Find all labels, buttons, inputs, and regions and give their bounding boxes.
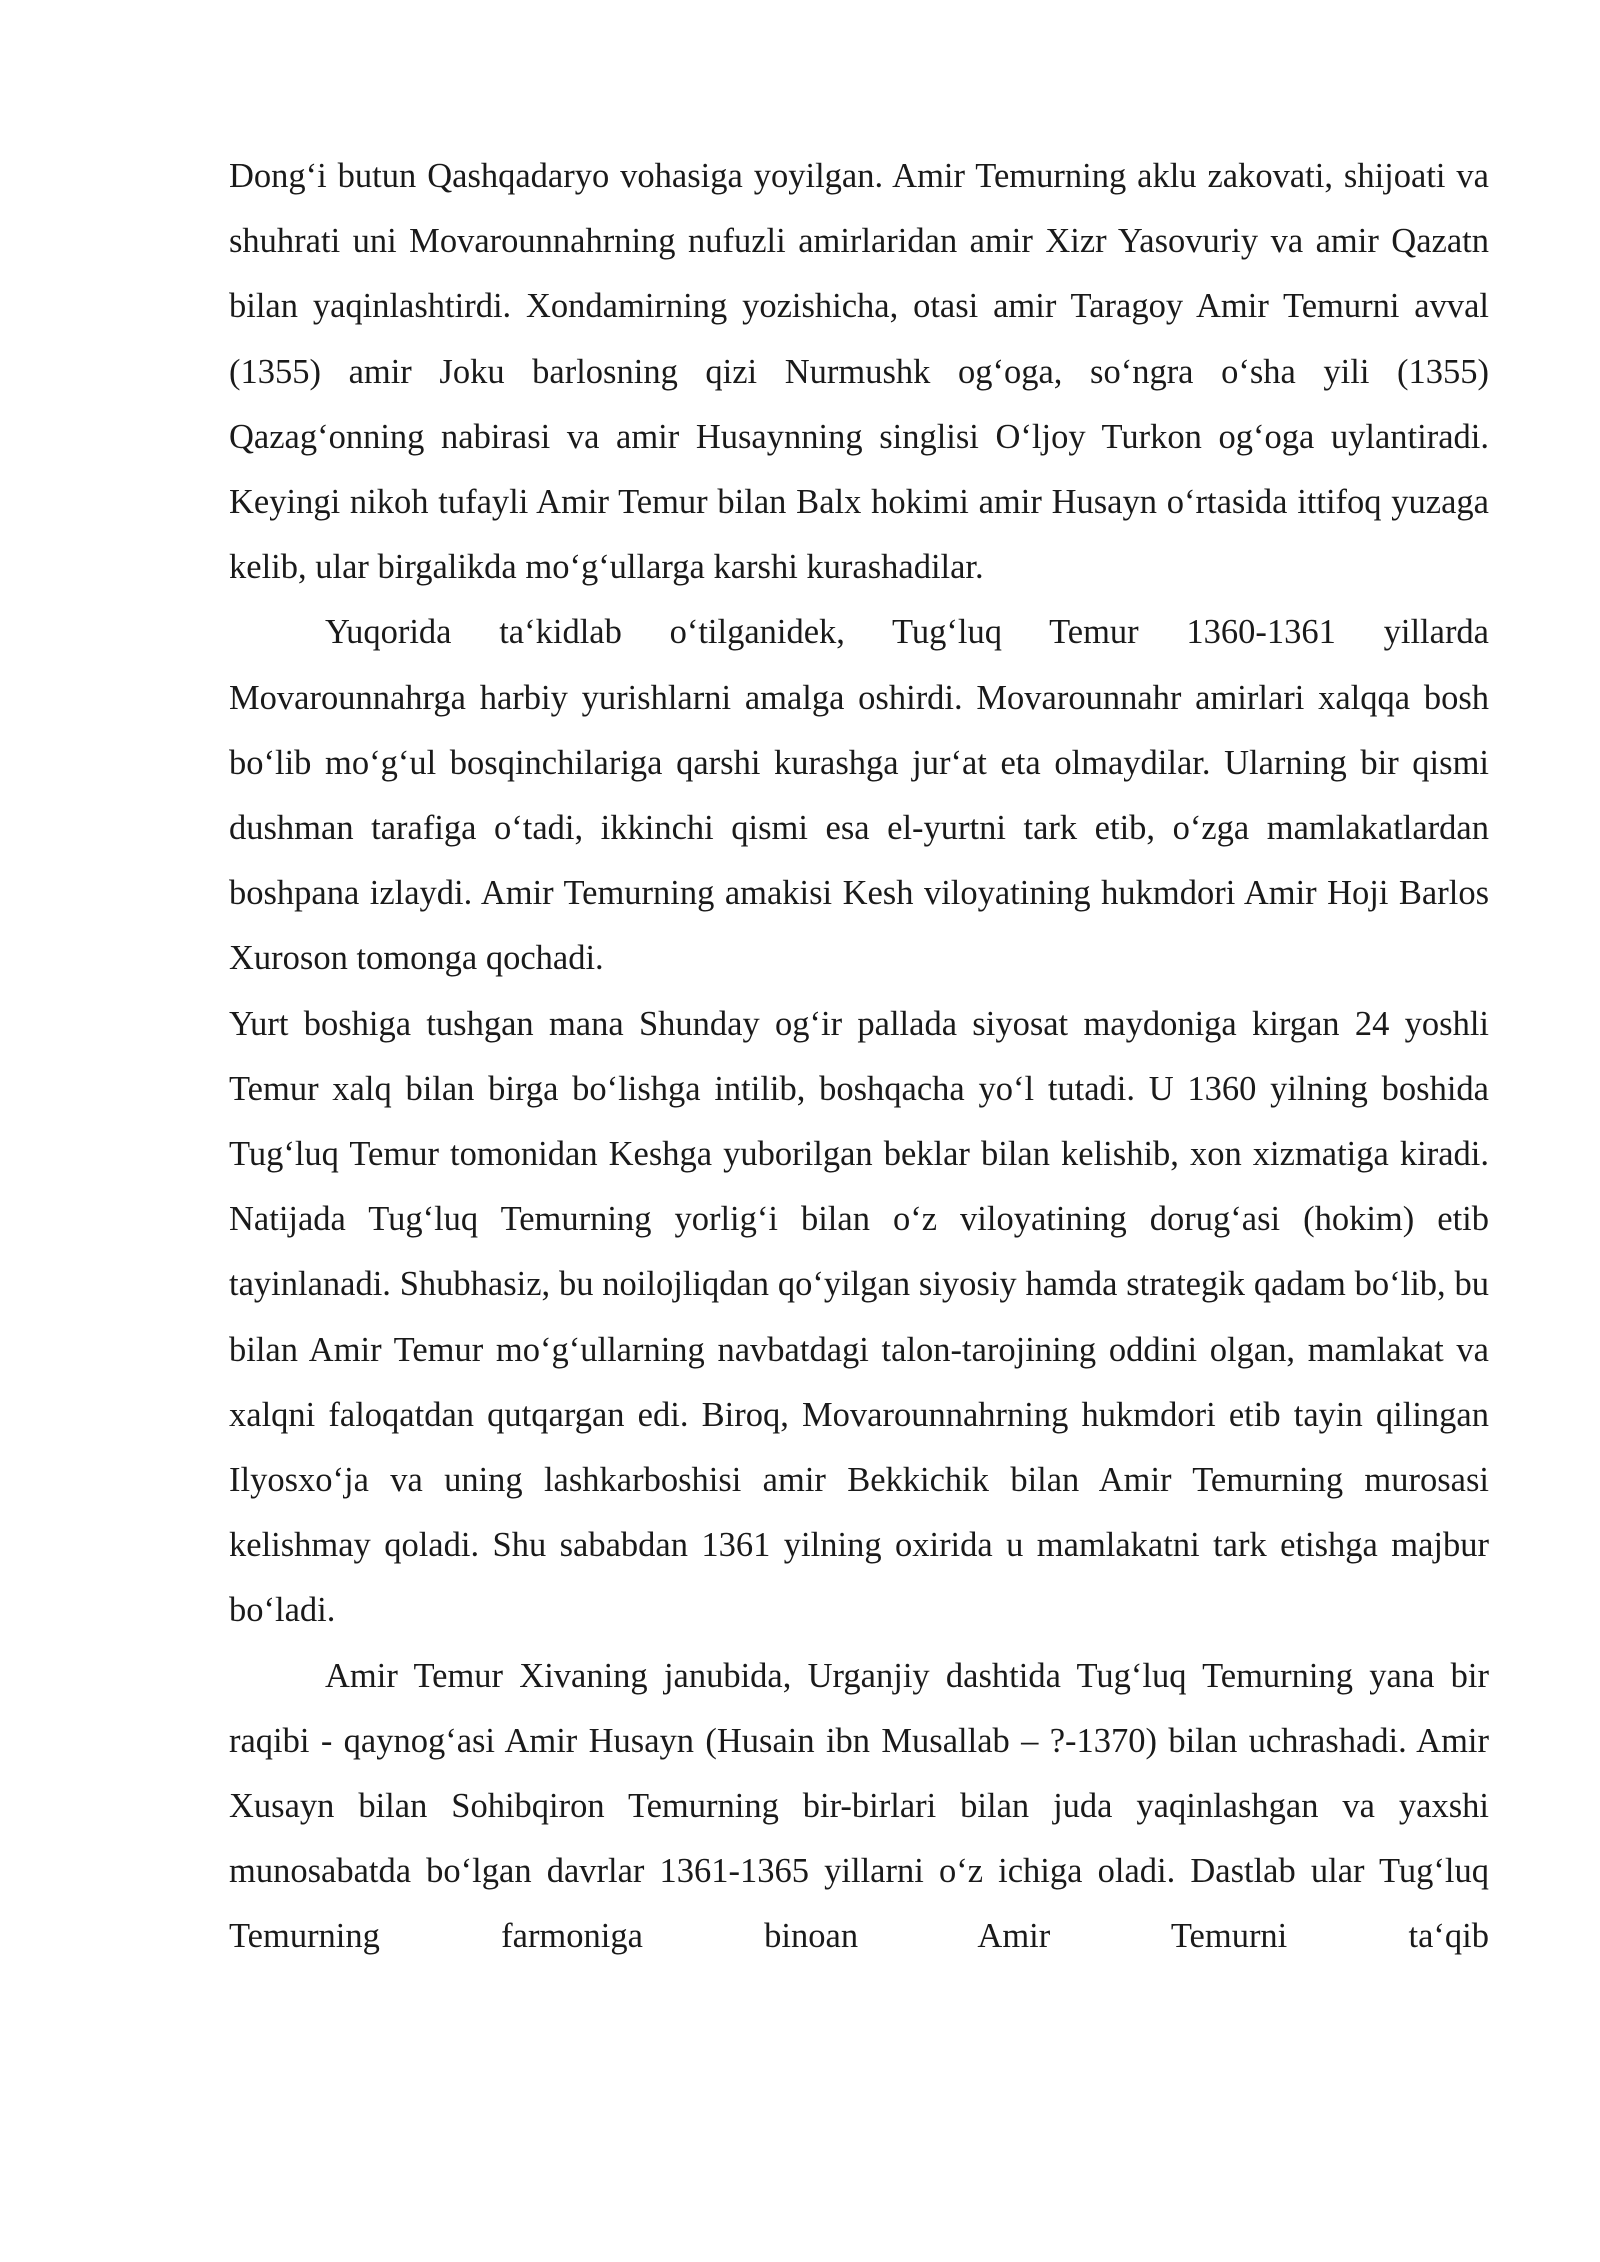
paragraph-2: Yuqorida ta‘kidlab o‘tilganidek, Tug‘luq Temur 1360-1361 yillarda Movarounnahrga harbiy yurishlarni amalga oshirdi. Movarounnahr amirlari xalqqa bosh bo‘lib mo‘g‘ul bosqinchilariga qarshi kurashga jur‘at eta olmaydilar. Ularning bir qismi dushman tarafiga o‘tadi, ikkinchi qismi esa el-yurtni tark etib, o‘zga mamlakatlardan boshpana izlaydi. Amir Temurning amakisi Kesh viloyatining hukmdori Amir Hoji Barlos Xuroson tomonga qochadi. <box>229 613 1489 978</box>
document-page <box>229 144 1489 1970</box>
paragraph-1: Dong‘i butun Qashqadaryo vohasiga yoyilgan. Amir Temurning aklu zakovati, shijoati va shuhrati uni Movarounnahrning nufuzli amirlaridan amir Xizr Yasovuriy va amir Qazatn bilan yaqinlashtirdi. Xondamirning yozishicha, otasi amir Taragoy Amir Temurni avval (1355) amir Joku barlosning qizi Nurmushk og‘oga, so‘ngra o‘sha yili (1355) Qazag‘onning nabirasi va amir Husaynning singlisi O‘ljoy Turkon og‘oga uylantiradi. Keyingi nikoh tufayli Amir Temur bilan Balx hokimi amir Husayn o‘rtasida ittifoq yuzaga kelib, ular birgalikda mo‘g‘ullarga karshi kurashadilar. <box>229 157 1489 587</box>
paragraph-4: Amir Temur Xivaning janubida, Urganjiy dashtida Tug‘luq Temurning yana bir raqibi - qaynog‘asi Amir Husayn (Husain ibn Musallab – ?-1370) bilan uchrashadi. Amir Xusayn bilan Sohibqiron Temurning bir-birlari bilan juda yaqinlashgan va yaxshi munosabatda bo‘lgan davrlar 1361-1365 yillarni o‘z ichiga oladi. Dastlab ular Tug‘luq Temurning farmoniga binoan Amir Temurni ta‘qib <box>229 1656 1489 1956</box>
paragraph-3: Yurt boshiga tushgan mana Shunday og‘ir pallada siyosat maydoniga kirgan 24 yoshli Temur xalq bilan birga bo‘lishga intilib, boshqacha yo‘l tutadi. U 1360 yilning boshida Tug‘luq Temur tomonidan Keshga yuborilgan beklar bilan kelishib, xon xizmatiga kiradi. Natijada Tug‘luq Temurning yorlig‘i bilan o‘z viloyatining dorug‘asi (hokim) etib tayinlanadi. Shubhasiz, bu noilojliqdan qo‘yilgan siyosiy hamda strategik qadam bo‘lib, bu bilan Amir Temur mo‘g‘ullarning navbatdagi talon-tarojining oddini olgan, mamlakat va xalqni faloqatdan qutqargan edi. Biroq, Movarounnahrning hukmdori etib tayin qilingan Ilyosxo‘ja va uning lashkarboshisi amir Bekkichik bilan Amir Temurning murosasi kelishmay qoladi. Shu sababdan 1361 yilning oxirida u mamlakatni tark etishga majbur bo‘ladi. <box>229 1004 1489 1630</box>
